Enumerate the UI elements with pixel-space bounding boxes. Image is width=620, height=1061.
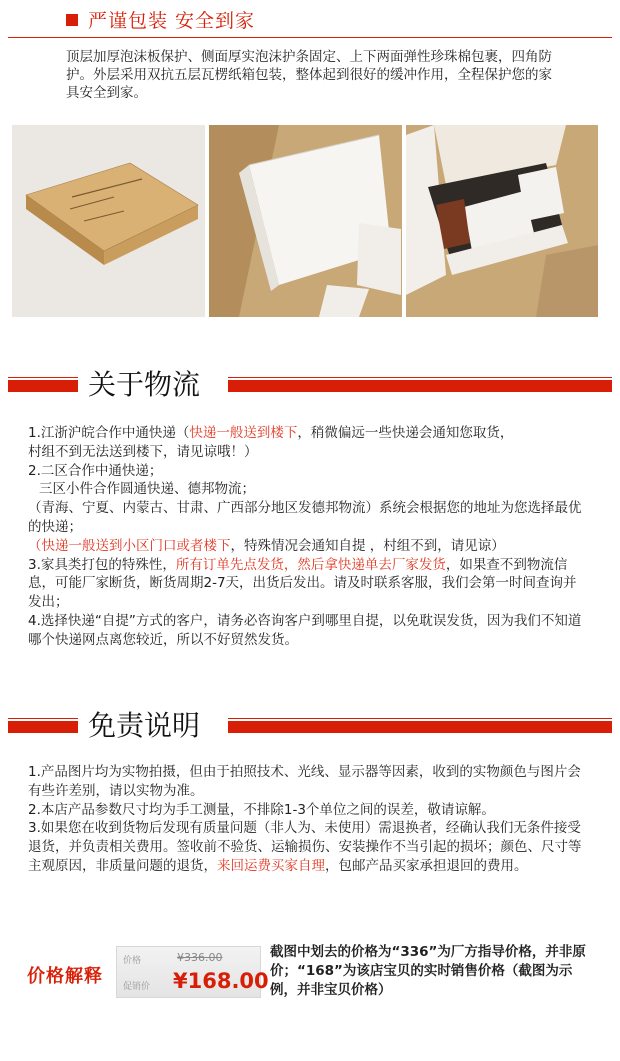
- disclaimer-line: 3.如果您在收到货物后发现有质量问题（非人为、未使用）需退换者，经确认我们无条件接受退货，并负责相关费用。签收前不验货、运输损伤、安装操作不当引起的损坏；颜色、尺寸等主观原因，非质量问题的退货，来回运费买家自理，包邮产品买家承担退回的费用。: [28, 820, 582, 874]
- section-bar-right: [228, 721, 612, 747]
- disclaimer-tag: 好产品配好服务: [536, 737, 600, 747]
- logistics-section-header: [0, 365, 620, 405]
- logistics-line: 村组不到无法送到楼下，请见谅哦！）: [28, 443, 258, 460]
- section-bar-left: [8, 721, 78, 733]
- disclaimer-section-header: [0, 706, 620, 746]
- original-price: ¥336.00: [177, 951, 223, 964]
- packaging-title: 严谨包装 安全到家: [88, 10, 256, 32]
- logistics-heading: 关于物流: [88, 368, 201, 401]
- price-screenshot-example: [116, 946, 269, 998]
- foam-protected-panel-image: [209, 125, 402, 317]
- logistics-line: 3.家具类打包的特殊性，所有订单先点发货，然后拿快递单去厂家发货，如果查不到物流信息，可能厂家断货，断货周期2-7天，出货后发出。请及时联系客服，我们会第一时间查询并发出；: [28, 556, 577, 611]
- packaging-header: [0, 0, 620, 40]
- packaging-photos: [12, 125, 598, 317]
- section-bar-right: [228, 380, 612, 406]
- logistics-tag: 温馨提示: [563, 396, 600, 406]
- section-bar-left: [8, 380, 78, 392]
- disclaimer-body: [28, 763, 590, 876]
- logistics-line: （快递一般送到小区门口或者楼下，特殊情况会通知自提 ，村组不到，请见谅）: [28, 537, 505, 554]
- red-square-bullet: [66, 14, 78, 26]
- disclaimer-line: 2.本店产品参数尺寸均为手工测量，不排除1-3个单位之间的误差，敬请谅解。: [28, 801, 495, 818]
- packaging-description: 顶层加厚泡沫板保护、侧面厚实泡沫护条固定、上下两面弹性珍珠棉包裹，四角防护。外层采用双抗五层瓦楞纸箱包装，整体起到很好的缓冲作用，全程保护您的家具安全到家。: [66, 49, 552, 101]
- disclaimer-heading: 免责说明: [88, 709, 201, 742]
- promo-price-label: 促销价: [123, 982, 151, 992]
- list-price-label: 价格: [123, 956, 142, 966]
- logistics-line: 1.江浙沪皖合作中通快递（快递一般送到楼下，稍微偏远一些快递会通知您取货，: [28, 425, 514, 441]
- promo-price: ¥168.00: [173, 969, 269, 993]
- disclaimer-line: 1.产品图片均为实物拍摄，但由于拍照技术、光线、显示器等因素，收到的实物颜色与图片会有些许差别，请以实物为准。: [28, 764, 581, 799]
- packaged-box-image: [12, 125, 205, 317]
- logistics-body: [28, 424, 590, 650]
- header-divider: [8, 37, 612, 38]
- logistics-line: 2.二区合作中通快递；: [28, 462, 163, 479]
- price-explanation-label: 价格解释: [27, 966, 103, 987]
- logistics-line: （青海、宁夏、内蒙古、甘肃、广西部分地区发德邦物流）系统会根据您的地址为您选择最优的快递；: [28, 500, 582, 535]
- price-note: 截图中划去的价格为“336”为厂方指导价格，并非原价；“168”为该店宝贝的实时销售价格（截图为示例，并非宝贝价格）: [270, 944, 586, 998]
- opened-box-frame-image: [406, 125, 598, 317]
- logistics-line: 4.选择快递“自提”方式的客户，请务必咨询客户到哪里自提，以免耽误发货，因为我们不知道哪个快递网点离您较近，所以不好贸然发货。: [28, 612, 582, 648]
- logistics-line: 三区小件合作圆通快递、德邦物流；: [39, 481, 255, 498]
